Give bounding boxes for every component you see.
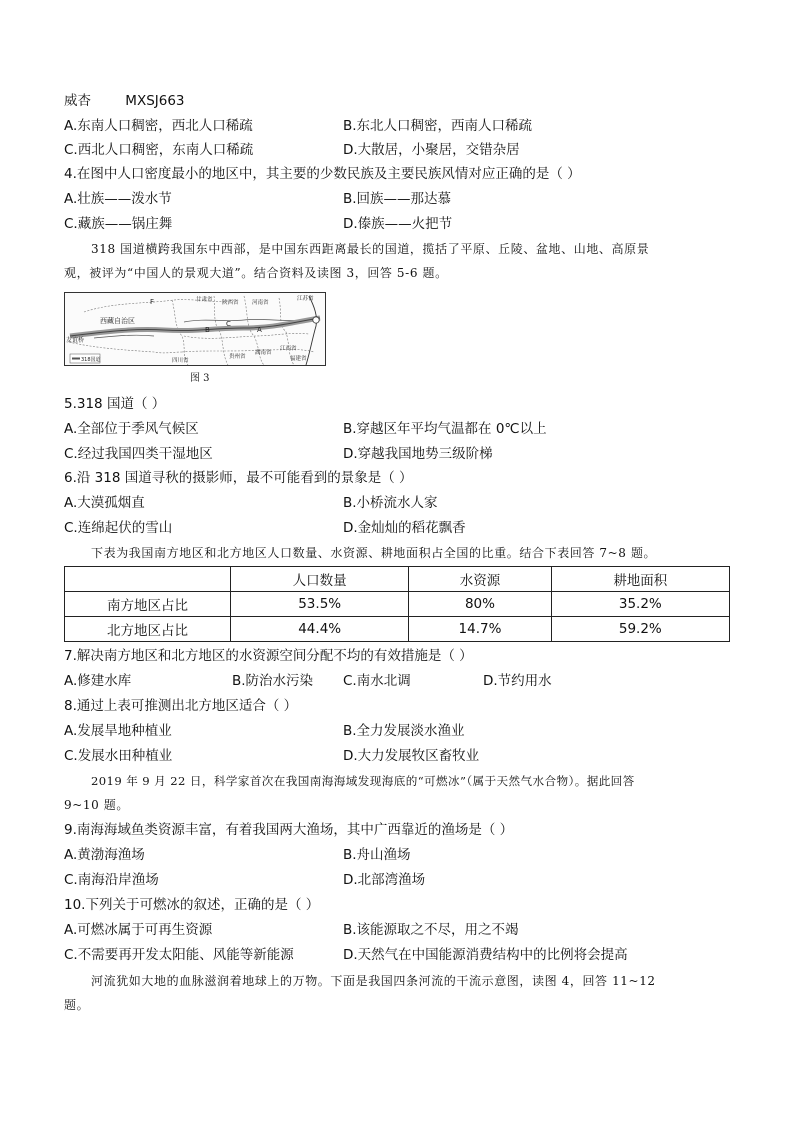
- q8-option-c: C.发展水田种植业: [64, 748, 173, 764]
- label-point-c: C: [226, 320, 231, 328]
- q6-option-a: A.大漠孤烟直: [64, 495, 145, 511]
- q4-option-c: C.藏族——锅庄舞: [64, 216, 173, 232]
- data-table: [64, 566, 730, 642]
- map-legend-route: 318国道: [81, 357, 101, 363]
- q6-option-c: C.连绵起伏的雪山: [64, 520, 173, 536]
- q4-stem: 4.在图中人口密度最小的地区中，其主要的少数民族及主要民族风情对应正确的是（ ）: [64, 166, 581, 182]
- label-point-a: A: [257, 326, 262, 334]
- q3-option-c: C.西北人口稠密，东南人口稀疏: [64, 142, 254, 158]
- label-hunan: 湖南省: [255, 350, 272, 356]
- label-friendship-bridge: 友谊桥: [66, 337, 85, 344]
- q9-option-a: A.黄渤海渔场: [64, 847, 145, 863]
- table-cell: 80%: [409, 592, 551, 617]
- passage1-line1: 318 国道横跨我国东中西部，是中国东西距离最长的国道，揽括了平原、丘陵、盆地、山地、高原景: [91, 242, 650, 256]
- q8-stem: 8.通过上表可推测出北方地区适合（ ）: [64, 698, 298, 714]
- q5-stem: 5.318 国道（ ）: [64, 396, 166, 412]
- q5-option-c: C.经过我国四类干湿地区: [64, 446, 213, 462]
- q3-option-b: B.东北人口稠密，西南人口稀疏: [343, 118, 533, 134]
- label-jiangsu: 江苏省: [297, 296, 314, 302]
- table-cell: 44.4%: [231, 617, 409, 642]
- q6-option-d: D.金灿灿的稻花飘香: [343, 520, 466, 536]
- label-point-f: F: [150, 298, 155, 306]
- label-gansu: 甘肃省: [196, 297, 213, 303]
- table-cell: 14.7%: [409, 617, 551, 642]
- passage4-line1: 河流犹如大地的血脉滋润着地球上的万物。下面是我国四条河流的干流示意图，读图 4，回答 11~12: [91, 974, 656, 988]
- q8-option-a: A.发展旱地种植业: [64, 723, 172, 739]
- q3-option-d: D.大散居，小聚居，交错杂居: [343, 142, 520, 158]
- q6-stem: 6.沿 318 国道寻秋的摄影师，最不可能看到的景象是（ ）: [64, 470, 413, 486]
- label-point-b: B: [205, 326, 210, 334]
- q3-option-a: A.东南人口稠密，西北人口稀疏: [64, 118, 253, 134]
- q9-stem: 9.南海海域鱼类资源丰富，有着我国两大渔场，其中广西靠近的渔场是（ ）: [64, 822, 514, 838]
- label-henan: 河南省: [252, 300, 269, 306]
- q5-option-a: A.全部位于季风气候区: [64, 421, 199, 437]
- q5-option-b: B.穿越区年平均气温都在 0℃以上: [343, 421, 547, 437]
- table-cell: 59.2%: [551, 617, 729, 642]
- q6-option-b: B.小桥流水人家: [343, 495, 438, 511]
- q4-option-b: B.回族——那达慕: [343, 191, 452, 207]
- q4-option-a: A.壮族——泼水节: [64, 191, 172, 207]
- q10-option-a: A.可燃冰属于可再生资源: [64, 922, 213, 938]
- table-header-cell: 耕地面积: [551, 567, 729, 592]
- table-header-row: [65, 567, 730, 592]
- q7-option-a: A.修建水库: [64, 673, 132, 689]
- table-cell: 53.5%: [231, 592, 409, 617]
- route-318-map: [64, 292, 326, 366]
- header-code: MXSJ663: [125, 93, 185, 109]
- q10-option-c: C.不需要再开发太阳能、风能等新能源: [64, 947, 294, 963]
- q8-option-b: B.全力发展淡水渔业: [343, 723, 465, 739]
- label-shaanxi: 陕西省: [222, 300, 239, 306]
- q9-option-d: D.北部湾渔场: [343, 872, 426, 888]
- table-cell: 北方地区占比: [65, 617, 231, 642]
- figure-3-caption: 图 3: [190, 373, 210, 384]
- q7-option-b: B.防治水污染: [232, 673, 314, 689]
- q10-stem: 10.下列关于可燃冰的叙述，正确的是（ ）: [64, 897, 320, 913]
- q7-option-d: D.节约用水: [483, 673, 552, 689]
- q7-option-c: C.南水北调: [343, 673, 411, 689]
- label-sichuan: 四川省: [172, 358, 189, 364]
- q10-option-b: B.该能源取之不尽，用之不竭: [343, 922, 519, 938]
- passage3-line1: 2019 年 9 月 22 日，科学家首次在我国南海海域发现海底的“可燃冰”（属于天然气水合物）。据此回答: [91, 774, 635, 788]
- label-jiangxi: 江西省: [280, 346, 297, 352]
- label-guizhou: 贵州省: [229, 354, 246, 360]
- label-tibet: 西藏自治区: [100, 317, 135, 325]
- q9-option-c: C.南海沿岸渔场: [64, 872, 159, 888]
- table-cell: 南方地区占比: [65, 592, 231, 617]
- passage1-line2: 观，被评为“中国人的景观大道”。结合资料及读图 3，回答 5-6 题。: [64, 266, 448, 280]
- q9-option-b: B.舟山渔场: [343, 847, 411, 863]
- q8-option-d: D.大力发展牧区畜牧业: [343, 748, 480, 764]
- q5-option-d: D.穿越我国地势三级阶梯: [343, 446, 493, 462]
- table-header-cell: [65, 567, 231, 592]
- table-header-cell: 人口数量: [231, 567, 409, 592]
- passage2: 下表为我国南方地区和北方地区人口数量、水资源、耕地面积占全国的比重。结合下表回答 7~8 题。: [91, 546, 657, 560]
- passage4-line2: 题。: [64, 998, 90, 1012]
- passage3-line2: 9~10 题。: [64, 798, 129, 812]
- q7-stem: 7.解决南方地区和北方地区的水资源空间分配不均的有效措施是（ ）: [64, 648, 473, 664]
- table-row: [65, 617, 730, 642]
- table-row: [65, 592, 730, 617]
- q4-option-d: D.傣族——火把节: [343, 216, 453, 232]
- table-header-cell: 水资源: [409, 567, 551, 592]
- header-left: 威杏: [64, 93, 91, 109]
- label-fujian: 福建省: [290, 356, 307, 362]
- q10-option-d: D.天然气在中国能源消费结构中的比例将会提高: [343, 947, 628, 963]
- table-cell: 35.2%: [551, 592, 729, 617]
- page-header: [64, 92, 215, 110]
